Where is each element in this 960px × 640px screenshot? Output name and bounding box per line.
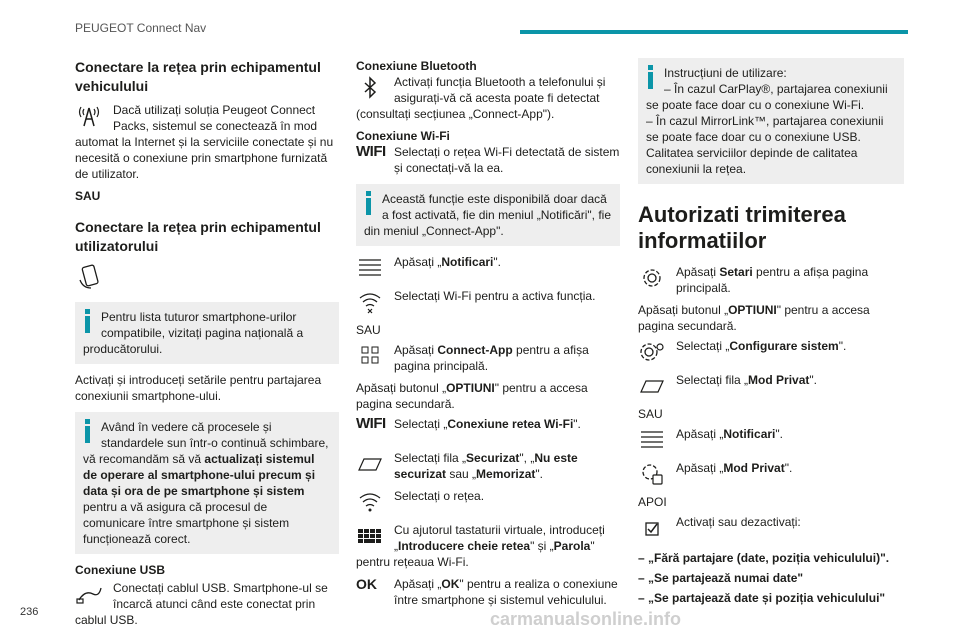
select-wifi-connection-row bbox=[356, 416, 620, 444]
notifications-list-icon bbox=[638, 426, 668, 454]
setari-row bbox=[638, 264, 904, 296]
press-notif-post: ". bbox=[493, 255, 501, 269]
info-box-update bbox=[75, 412, 339, 554]
connect-app-bold: Connect-App bbox=[437, 343, 513, 357]
notifications-list-icon bbox=[356, 254, 386, 282]
keyboard-post: " pentru rețeaua Wi-Fi. bbox=[356, 539, 595, 569]
tab-icon bbox=[356, 450, 386, 478]
activate-sharing-text: Activați și introduceți setările pentru partajarea conexiunii smartphone-ului. bbox=[75, 373, 322, 403]
config-bold: Configurare sistem bbox=[729, 339, 839, 353]
notif-bold: Notificari bbox=[723, 427, 776, 441]
keyboard-row bbox=[356, 522, 620, 570]
tab-not-secured: Nu este securizat bbox=[394, 451, 578, 481]
info-icon bbox=[83, 419, 93, 443]
heading-network-user: Conectare la rețea prin echipamentul utilizatorului bbox=[75, 219, 321, 254]
vehicle-connection-row bbox=[75, 102, 339, 182]
press-notif-pre: Apăsați „ bbox=[394, 255, 442, 269]
select-wifi-text: Selectați Wi-Fi pentru a activa funcția. bbox=[394, 289, 596, 303]
page-number: 236 bbox=[20, 606, 39, 618]
vehicle-connection-text: Dacă utilizați soluția Peugeot Connect Packs, sistemul se conectează în mod automat la Internet și la serviciile conectate și nu necesită o conexiune prin smartphone furnizată de utilizator. bbox=[75, 103, 334, 181]
private-mode-icon bbox=[638, 460, 668, 488]
private-tab-row bbox=[638, 372, 904, 400]
info-update-pre: Având în vedere că procesele și standardele sun într-o continuă schimbare, vă recomandăm să vă bbox=[83, 420, 329, 466]
tab-post: ". bbox=[535, 467, 543, 481]
keyboard-mid: " și „ bbox=[530, 539, 554, 553]
usb-text: Conectați cablul USB. Smartphone-ul se încarcă atunci când este conectat prin cablul USB. bbox=[75, 581, 328, 627]
option-data-position: – „Se partajează date și poziția vehiculului" bbox=[638, 591, 886, 605]
keyboard-pre: Cu ajutorul tastaturii virtuale, introduceți „ bbox=[394, 523, 605, 553]
options-pre: Apăsați butonul „ bbox=[638, 303, 729, 317]
heading-authorize: Autorizati trimiterea informatiilor bbox=[638, 202, 846, 253]
info-update-bold: actualizați sistemul de operare al smartphone-ului precum și data și ora de pe smartphone și sistem bbox=[83, 452, 316, 498]
private-tab-pre: Selectați fila „ bbox=[676, 373, 749, 387]
sau-label-3: SAU bbox=[638, 407, 663, 421]
tab-memorized: Memorizat bbox=[476, 467, 536, 481]
info-quality: Calitatea serviciilor depinde de calitatea conexiunii la rețea. bbox=[646, 146, 858, 176]
bluetooth-row bbox=[356, 74, 620, 122]
info-mirrorlink: – În cazul MirrorLink™, partajarea conexiunii se poate face doar cu o conexiune USB. bbox=[646, 114, 884, 144]
vehicle-antenna-icon bbox=[75, 102, 105, 130]
notif-row-3 bbox=[638, 426, 904, 454]
wifi-row bbox=[356, 144, 620, 176]
info-icon bbox=[83, 309, 93, 333]
config-pre: Selectați „ bbox=[676, 339, 730, 353]
config-post: ". bbox=[838, 339, 847, 353]
column-2 bbox=[356, 58, 620, 614]
column-1 bbox=[75, 58, 339, 634]
bluetooth-text: Activați funcția Bluetooth a telefonului și asigurați-vă că acesta poate fi detectat (consultați secțiunea „Connect-App"). bbox=[356, 75, 606, 121]
options-pre: Apăsați butonul „ bbox=[356, 381, 447, 395]
press-notifications-row bbox=[356, 254, 620, 282]
info-phone-list-text: Pentru lista tuturor smartphone-urilor compatibile, vizitați pagina națională a producătorului. bbox=[83, 310, 304, 356]
private-mode-row bbox=[638, 460, 904, 488]
options-bold: OPTIUNI bbox=[446, 381, 495, 395]
tab-mid2: sau „ bbox=[446, 467, 477, 481]
keyboard-icon bbox=[356, 522, 386, 550]
wifi-text: Selectați o rețea Wi-Fi detectată de sistem și conectați-vă la ea. bbox=[394, 145, 620, 175]
smartphone-hand-icon bbox=[75, 262, 105, 294]
private-tab-post: ". bbox=[809, 373, 817, 387]
private-bold: Mod Privat bbox=[723, 461, 785, 475]
header-accent-bar bbox=[520, 30, 908, 34]
option-data-only: – „Se partajează numai date" bbox=[638, 571, 804, 585]
select-network-row bbox=[356, 488, 620, 516]
setari-post: pentru a afișa pagina principală. bbox=[676, 265, 869, 295]
connect-app-post: pentru a afișa pagina principală. bbox=[394, 343, 589, 373]
apoi-label: APOI bbox=[638, 495, 667, 509]
watermark: carmanualsonline.info bbox=[490, 609, 682, 629]
select-tab-row bbox=[356, 450, 620, 482]
usb-row bbox=[75, 580, 339, 628]
ok-icon: OK bbox=[356, 576, 377, 592]
heading-network-vehicle: Conectare la rețea prin echipamentul vehiculului bbox=[75, 59, 321, 94]
options-post: " pentru a accesa pagina secundară. bbox=[356, 381, 588, 411]
sel-conex-pre: Selectați „ bbox=[394, 417, 448, 431]
usb-label: Conexiune USB bbox=[75, 563, 166, 577]
tab-pre: Selectați fila „ bbox=[394, 451, 467, 465]
bluetooth-label: Conexiune Bluetooth bbox=[356, 59, 477, 73]
info-icon bbox=[364, 191, 374, 215]
info-carplay: – În cazul CarPlay®, partajarea conexiunii se poate face doar cu o conexiune Wi-Fi. bbox=[646, 82, 888, 112]
config-row bbox=[638, 338, 904, 366]
toggle-row bbox=[638, 514, 904, 542]
checkbox-icon bbox=[638, 514, 668, 542]
private-tab-bold: Mod Privat bbox=[748, 373, 810, 387]
info-box-phone-list bbox=[75, 302, 339, 364]
wifi-text-icon: WIFI bbox=[356, 144, 386, 160]
info-icon bbox=[646, 65, 656, 89]
connect-app-row bbox=[356, 342, 620, 374]
ok-row bbox=[356, 576, 620, 608]
smartphone-row bbox=[75, 262, 339, 294]
info-function-text: Această funcție este disponibilă doar dacă a fost activată, fie din meniul „Notificări", fie din meniul „Connect-App". bbox=[364, 192, 612, 238]
select-wifi-row bbox=[356, 288, 620, 316]
wifi-off-icon bbox=[356, 288, 386, 316]
tab-secured: Securizat bbox=[466, 451, 520, 465]
tab-icon bbox=[638, 372, 668, 400]
private-post: ". bbox=[784, 461, 793, 475]
connect-app-grid-icon bbox=[356, 342, 386, 370]
setari-bold: Setari bbox=[719, 265, 753, 279]
info-box-function bbox=[356, 184, 620, 246]
sau-label-1: SAU bbox=[75, 189, 101, 203]
bluetooth-icon bbox=[356, 74, 386, 102]
gear-icon bbox=[638, 264, 668, 292]
toggle-text: Activați sau dezactivați: bbox=[676, 515, 801, 529]
options-text-2 bbox=[356, 380, 620, 412]
select-network-text: Selectați o rețea. bbox=[394, 489, 485, 503]
info-update-post: pentru a vă asigura că procesul de comunicare între smartphone și sistem funcționează corect. bbox=[83, 500, 290, 546]
sel-conex-post: ". bbox=[573, 417, 581, 431]
option-no-sharing: – „Fără partajare (date, poziția vehiculului)". bbox=[638, 551, 890, 565]
tab-mid1: ", „ bbox=[519, 451, 535, 465]
ok-post: " pentru a realiza o conexiune între smartphone și sistemul vehiculului. bbox=[394, 577, 618, 607]
connect-app-pre: Apăsați bbox=[394, 343, 438, 357]
keyboard-password: Parola bbox=[553, 539, 591, 553]
usb-cable-icon bbox=[75, 580, 105, 608]
notif-pre: Apăsați „ bbox=[676, 427, 724, 441]
wifi-icon bbox=[356, 488, 386, 516]
ok-pre: Apăsați „ bbox=[394, 577, 442, 591]
system-config-icon bbox=[638, 338, 668, 366]
column-3 bbox=[638, 58, 904, 610]
info-usage-title: Instrucțiuni de utilizare: bbox=[664, 66, 787, 80]
info-box-usage bbox=[638, 58, 904, 184]
ok-bold: OK bbox=[441, 577, 460, 591]
keyboard-network-key: Introducere cheie retea bbox=[398, 539, 531, 553]
notif-post: ". bbox=[775, 427, 783, 441]
private-pre: Apăsați „ bbox=[676, 461, 724, 475]
wifi-text-icon: WIFI bbox=[356, 416, 386, 432]
sel-conex-bold: Conexiune retea Wi-Fi bbox=[447, 417, 574, 431]
press-notif-bold: Notificari bbox=[441, 255, 494, 269]
setari-pre: Apăsați bbox=[676, 265, 720, 279]
header-title: PEUGEOT Connect Nav bbox=[75, 21, 207, 35]
sau-label-2: SAU bbox=[356, 323, 381, 337]
options-post: " pentru a accesa pagina secundară. bbox=[638, 303, 870, 333]
options-text-3 bbox=[638, 302, 904, 334]
options-bold: OPTIUNI bbox=[728, 303, 777, 317]
wifi-label: Conexiune Wi-Fi bbox=[356, 129, 450, 143]
